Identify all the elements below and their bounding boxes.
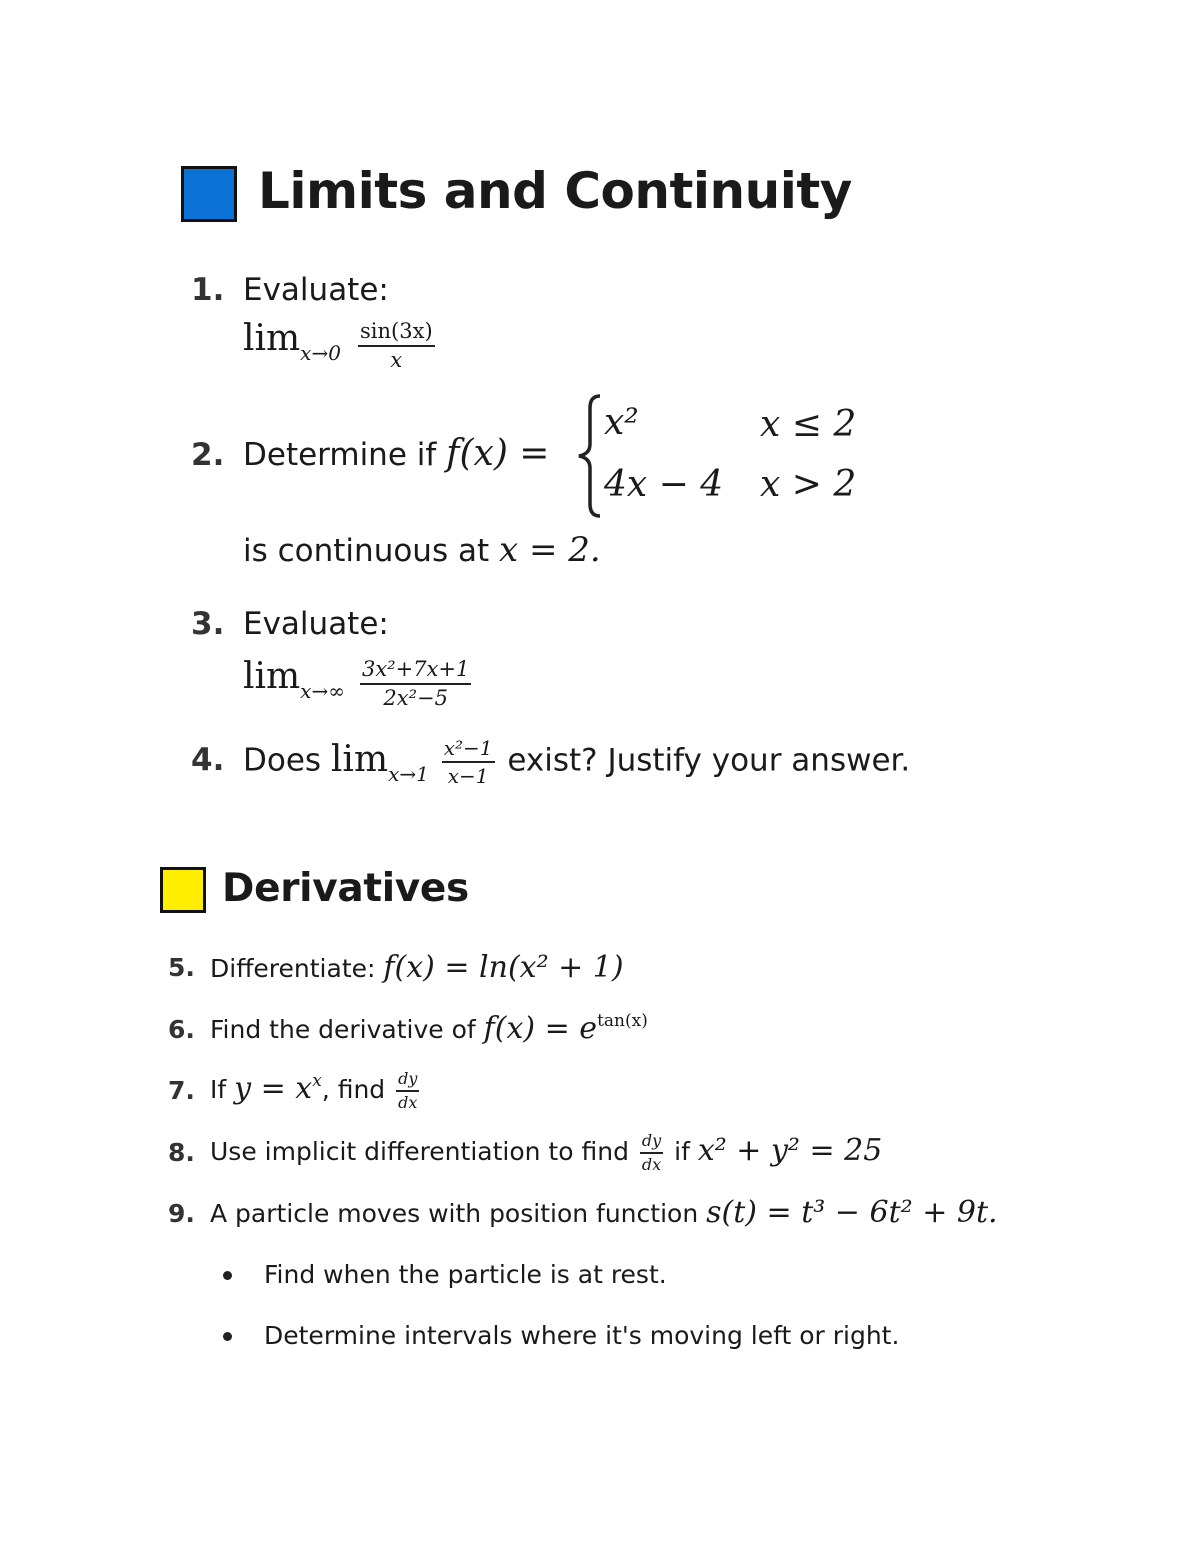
problem-6-number: 6. <box>168 1015 195 1044</box>
section-title-limits: Limits and Continuity <box>258 162 852 220</box>
problem-2-continuity-text: is continuous at x = 2. <box>243 530 601 570</box>
problem-3-limit: limx→∞ $\frac{\text{3x²+7x+1}}{\text{2x²−5}}$ <box>243 656 470 710</box>
piecewise-condition-1: x ≤ 2 <box>760 404 857 445</box>
problem-8-number: 8. <box>168 1138 195 1167</box>
problem-7-text: If $y = x^x$, find $\frac{dy}{dx}$ <box>210 1069 418 1112</box>
problem-2-text: Determine if f(x) = <box>243 433 550 474</box>
piecewise-case-2: 4x − 4 <box>604 464 724 505</box>
problem-1-limit: limx→0 $\frac{\sin(3x)}{x}$ <box>243 318 433 372</box>
problem-3-text: Evaluate: <box>243 606 389 642</box>
problem-7-number: 7. <box>168 1076 195 1105</box>
section-title-derivatives: Derivatives <box>222 866 469 911</box>
problem-5-number: 5. <box>168 953 195 982</box>
problem-8-text: Use implicit differentiation to find $\frac{dy}{dx}$ if x² + y² = 25 <box>210 1131 883 1174</box>
problem-4-text: Does $\lim_{x\to 1}$ $\frac{\text{x²−1}}{x-1}$ exist? Justify your answer. <box>243 736 911 788</box>
problem-1-number: 1. <box>191 272 225 308</box>
problem-3-number: 3. <box>191 606 225 642</box>
problem-5-text: Differentiate: f(x) = ln(x² + 1) <box>210 950 624 985</box>
problem-2-number: 2. <box>191 437 225 473</box>
piecewise-brace-icon <box>572 392 606 520</box>
piecewise-condition-2: x > 2 <box>760 464 857 505</box>
piecewise-case-1: x² <box>604 402 639 443</box>
bullet-item-intervals: Determine intervals where it's moving left or right. <box>264 1321 900 1350</box>
blue-square-icon <box>181 166 237 222</box>
problem-9-number: 9. <box>168 1199 195 1228</box>
problem-4-number: 4. <box>191 742 225 778</box>
yellow-square-icon <box>160 867 206 913</box>
bullet-item-rest: Find when the particle is at rest. <box>264 1260 667 1289</box>
problem-1-text: Evaluate: <box>243 272 389 308</box>
problem-9-text: A particle moves with position function s(t) = t³ − 6t² + 9t. <box>210 1195 998 1230</box>
problem-6-text: Find the derivative of $f(x) = e^{tan(x)}$ <box>210 1011 648 1046</box>
bullet-icon <box>223 1332 232 1341</box>
bullet-icon <box>223 1271 232 1280</box>
